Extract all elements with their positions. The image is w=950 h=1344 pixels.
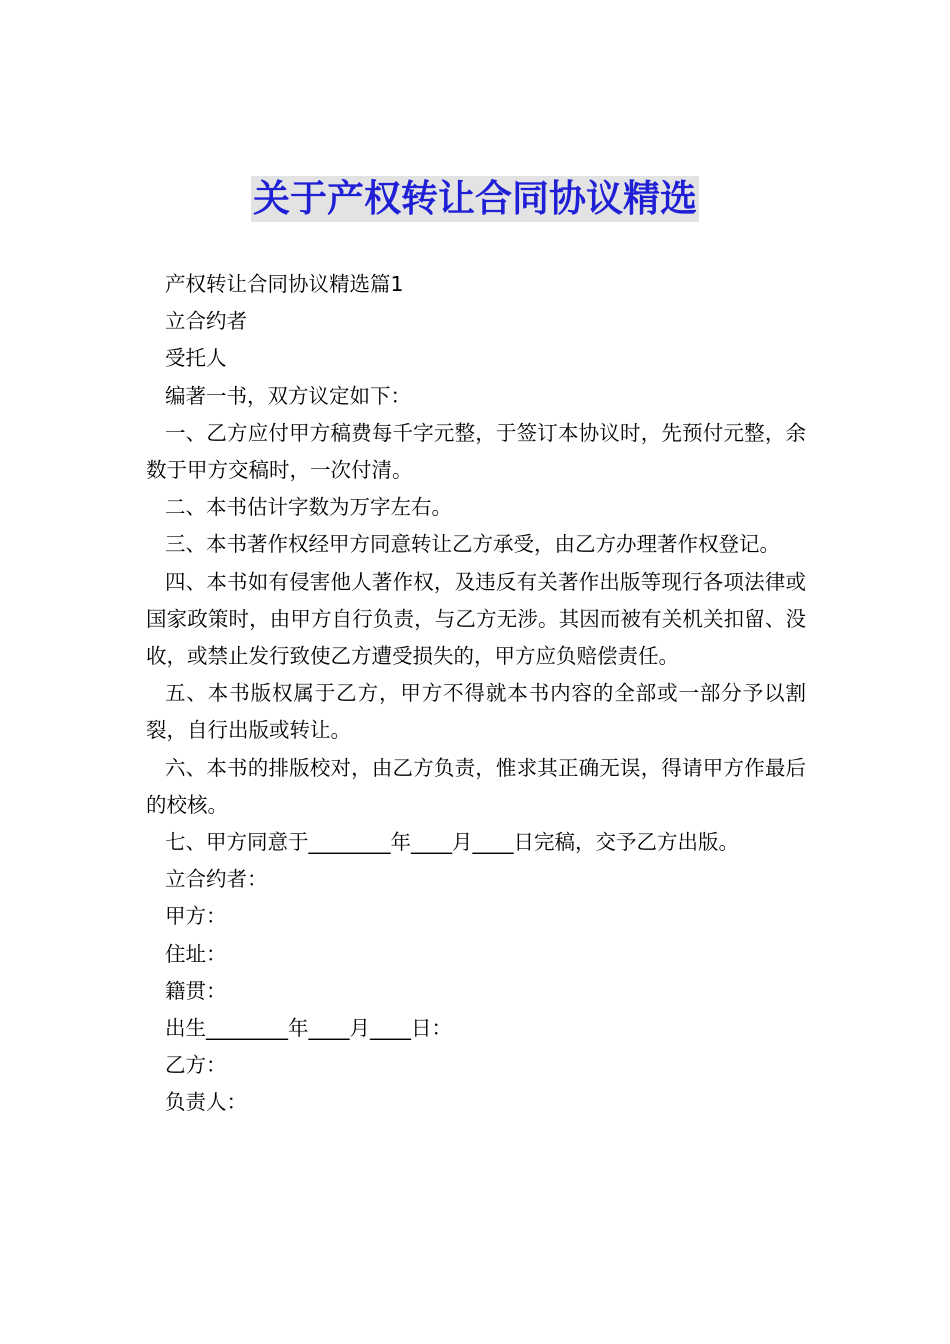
clause-5: 五、本书版权属于乙方，甲方不得就本书内容的全部或一部分予以割裂，自行出版或转让。 xyxy=(146,681,806,743)
clause-6: 六、本书的排版校对，由乙方负责，惟求其正确无误，得请甲方作最后的校核。 xyxy=(146,755,806,817)
party-a-label: 甲方： xyxy=(165,904,227,929)
paragraph-trustee: 受托人 xyxy=(165,346,227,371)
birth-date-label: 出生________年____月____日： xyxy=(165,1016,452,1041)
section-heading: 产权转让合同协议精选篇1 xyxy=(165,272,404,296)
native-place-label: 籍贯： xyxy=(165,978,227,1003)
address-label: 住址： xyxy=(165,941,227,966)
paragraph-contractor: 立合约者 xyxy=(165,309,247,334)
signature-contractor-label: 立合约者： xyxy=(165,867,268,892)
party-b-label: 乙方： xyxy=(165,1053,227,1078)
clause-4: 四、本书如有侵害他人著作权，及违反有关著作出版等现行各项法律或国家政策时，由甲方自行负责，与乙方无涉。其因而被有关机关扣留、没收，或禁止发行致使乙方遭受损失的，甲方应负赔偿责任。 xyxy=(146,569,806,669)
title-wrap xyxy=(0,176,950,222)
clause-3: 三、本书著作权经甲方同意转让乙方承受，由乙方办理著作权登记。 xyxy=(165,532,780,557)
document-body xyxy=(146,266,806,1122)
responsible-person-label: 负责人： xyxy=(165,1090,247,1115)
clause-1: 一、乙方应付甲方稿费每千字元整，于签订本协议时，先预付元整，余数于甲方交稿时，一次付清。 xyxy=(146,420,806,483)
clause-7: 七、甲方同意于________年____月____日完稿，交予乙方出版。 xyxy=(165,830,739,855)
document-title: 关于产权转让合同协议精选 xyxy=(253,177,697,220)
paragraph-agreement-intro: 编著一书，双方议定如下： xyxy=(165,383,411,408)
clause-2: 二、本书估计字数为万字左右。 xyxy=(165,495,452,520)
